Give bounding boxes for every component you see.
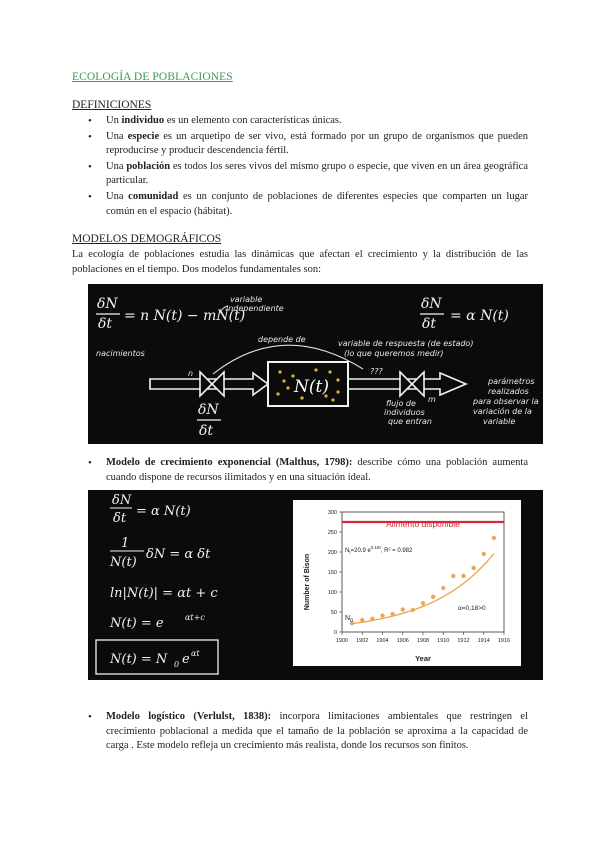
x-tick-label: 1910 xyxy=(437,638,450,644)
outflow-valve xyxy=(400,372,424,396)
data-point xyxy=(461,574,465,578)
eq1-num: δN xyxy=(112,493,132,508)
eq5: N(t) = N xyxy=(110,652,168,667)
note-param-3: para observar la xyxy=(473,397,539,406)
eq5-e: e xyxy=(182,652,190,667)
note-param-5: variable xyxy=(483,417,516,426)
data-point xyxy=(370,617,374,621)
data-point xyxy=(471,566,475,570)
list-item: • Una especie es un arquetipo de ser vivo, está formado por un grupo de organismos que pueden reproducirse y producir descendencia fértil. xyxy=(88,130,528,159)
list-item: • Una población es todos los seres vivos del mismo grupo o especie, que viven en un área geográfica particular. xyxy=(88,160,528,189)
note-param-1: parámetros xyxy=(488,377,535,386)
models-heading: MODELOS DEMOGRÁFICOS xyxy=(72,233,222,245)
list-item: • Una comunidad es un conjunto de poblaciones de diferentes especies que comparten un lugar común en el espacio (hábitat). xyxy=(88,190,528,219)
diagram-svg xyxy=(88,284,543,444)
plot-area xyxy=(342,512,504,632)
inflow-valve xyxy=(200,372,224,396)
eq2-den: N(t) xyxy=(110,555,137,570)
data-point xyxy=(492,536,496,540)
data-point xyxy=(482,552,486,556)
eq5-sup: αt xyxy=(191,649,200,658)
definitions-heading: DEFINICIONES xyxy=(72,99,152,111)
frac-num-bottom: δN xyxy=(198,402,219,418)
x-tick-label: 1906 xyxy=(396,638,409,644)
x-tick-label: 1914 xyxy=(477,638,490,644)
data-point xyxy=(360,618,364,622)
data-point xyxy=(401,607,405,611)
stock-label: N(t) xyxy=(294,377,329,397)
eq1-den: δt xyxy=(113,511,127,526)
x-tick-label: 1900 xyxy=(335,638,349,644)
data-point xyxy=(441,586,445,590)
frac-num-left: δN xyxy=(97,296,118,312)
eq2-num: 1 xyxy=(121,536,130,551)
eq2-rest: δN = α δt xyxy=(146,547,211,562)
note-variable: variable xyxy=(230,295,263,304)
equation-left: = n N(t) − mN(t) xyxy=(124,308,246,324)
eq4-sup: αt+c xyxy=(185,613,205,622)
note-flujo-1: flujo de xyxy=(386,399,416,408)
equation-right: = α N(t) xyxy=(450,308,509,324)
banner-label: Alimento disponible xyxy=(386,519,460,529)
note-depende: depende de xyxy=(258,335,306,344)
frac-den-left: δt xyxy=(98,316,113,332)
data-point xyxy=(431,595,435,599)
note-m: m xyxy=(428,395,436,404)
list-item: • Un individuo es un elemento con características únicas. xyxy=(88,114,528,129)
eq5-sub: 0 xyxy=(174,660,180,669)
alpha-note: α=0,18>0 xyxy=(458,605,486,612)
bison-chart xyxy=(293,500,521,666)
frac-num-right: δN xyxy=(421,296,442,312)
exponential-equations xyxy=(88,490,288,680)
y-tick-label: 100 xyxy=(327,590,337,596)
fit-equation: $N_t=20.9$ $e^{0.16t}$, R² = 0.982 xyxy=(345,545,413,555)
note-medir: (lo que queremos medir) xyxy=(344,349,444,358)
note-n: n xyxy=(188,369,194,378)
eq4: N(t) = e xyxy=(110,616,164,631)
note-param-2: realizados xyxy=(488,387,529,396)
x-tick-label: 1912 xyxy=(457,638,470,644)
y-tick-label: 300 xyxy=(327,510,337,516)
bison-chart-svg xyxy=(293,500,521,666)
y-tick-label: 50 xyxy=(330,610,337,616)
logistic-item xyxy=(88,710,528,755)
n0-label: $N_0$ xyxy=(345,615,353,624)
exponential-item xyxy=(88,456,528,486)
x-tick-label: 1902 xyxy=(356,638,369,644)
frac-den-bottom: δt xyxy=(199,423,214,439)
y-tick-label: 200 xyxy=(327,550,337,556)
y-axis-label: Number of Bison xyxy=(304,553,311,611)
x-tick-label: 1908 xyxy=(416,638,430,644)
note-nacimientos: nacimientos xyxy=(96,349,145,358)
y-tick-label: 150 xyxy=(327,570,337,576)
list-item: • Modelo logístico (Verlulst, 1838): incorpora limitaciones ambientales que restringen el crecimiento poblacional a medida que el tamaño de la población se aproxima a la capacidad de carga . Este modelo refleja un crecimiento más realista, donde los recursos son finitos. xyxy=(88,710,528,754)
y-tick-label: 0 xyxy=(333,630,337,636)
models-intro: La ecología de poblaciones estudia las dinámicas que afectan el crecimiento y la distribución de las poblaciones en el tiempo. Dos modelos fundamentales son: xyxy=(72,249,528,275)
data-point xyxy=(421,601,425,605)
eq1-rest: = α N(t) xyxy=(136,504,191,519)
x-tick-label: 1916 xyxy=(497,638,511,644)
data-point xyxy=(411,608,415,612)
note-independiente: independiente xyxy=(226,304,284,313)
list-item: • Modelo de crecimiento exponencial (Malthus, 1798): describe cómo una población aumenta cuando dispone de recursos ilimitados y en una situación ideal. xyxy=(88,456,528,485)
frac-den-right: δt xyxy=(422,316,437,332)
model-diagram xyxy=(88,284,543,444)
data-point xyxy=(380,613,384,617)
note-param-4: variación de la xyxy=(473,407,532,416)
note-flujo-3: que entran xyxy=(388,417,433,426)
definitions-list xyxy=(88,114,528,220)
eq3: ln|N(t)| = αt + c xyxy=(110,586,218,601)
x-tick-label: 1904 xyxy=(376,638,389,644)
data-point xyxy=(390,612,394,616)
note-flujo-2: individuos xyxy=(384,408,425,417)
note-qqq: ??? xyxy=(370,367,383,376)
x-axis-label: Year xyxy=(415,654,431,663)
note-respuesta: variable de respuesta (de estado) xyxy=(338,339,474,348)
y-tick-label: 250 xyxy=(327,530,337,536)
data-point xyxy=(451,574,455,578)
page-title: ECOLOGÍA DE POBLACIONES xyxy=(72,71,233,83)
